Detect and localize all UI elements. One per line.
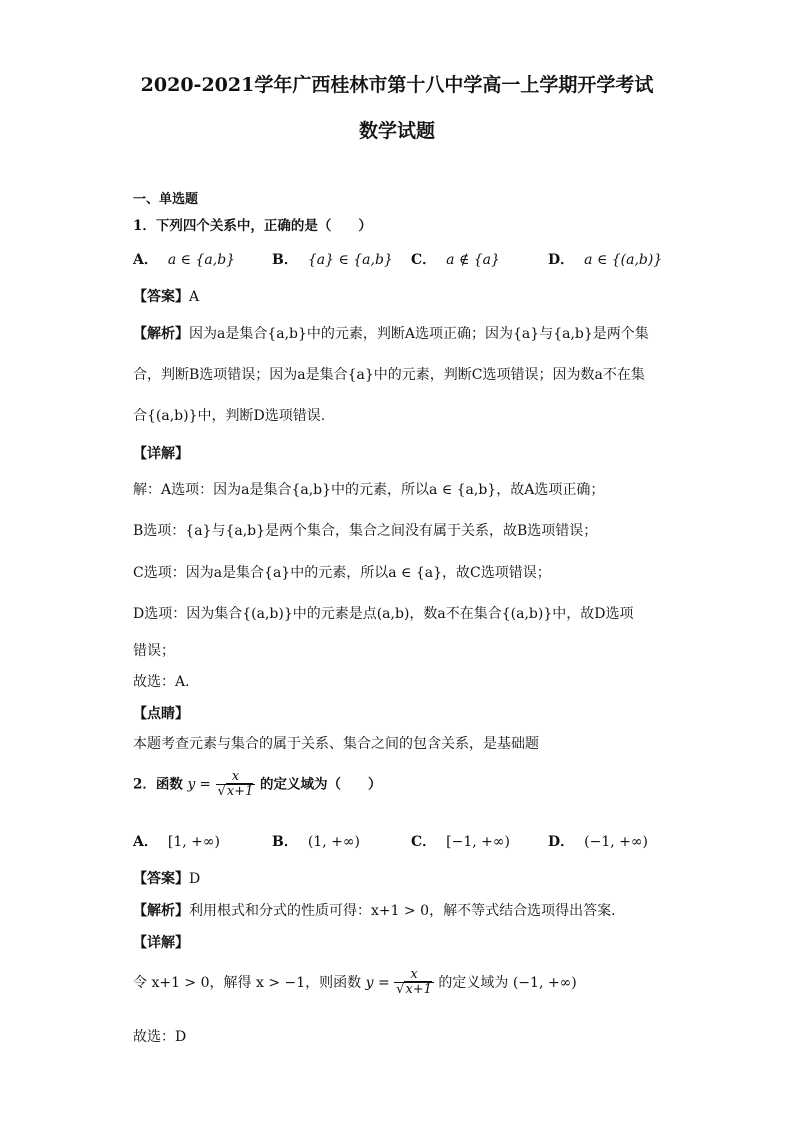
q1-detail-line-3: C选项：因为a是集合{a}中的元素，所以a ∈ {a}，故C选项错误； — [133, 565, 551, 581]
q1-detail-line-4: D选项：因为集合{(a,b)}中的元素是点(a,b)，数a不在集合{(a,b)}中，故D选项 — [133, 606, 634, 622]
q1-detail-line-5: 错误； — [133, 643, 175, 659]
question-2-stem — [133, 770, 382, 800]
option-label: D． — [548, 834, 575, 850]
answer-tag: 【答案】 — [133, 871, 189, 887]
function-lhs: y = — [187, 776, 211, 793]
stem-prefix: 2．函数 — [133, 776, 183, 793]
q1-comment-tag: 【点睛】 — [133, 706, 189, 722]
fraction-denominator: √x+1 — [217, 784, 254, 800]
q1-detail-line-1: 解：A选项：因为a是集合{a,b}中的元素，所以a ∈ {a,b}，故A选项正确； — [133, 482, 605, 498]
stem-suffix: 的定义域为（ ） — [260, 776, 382, 793]
option-label: A． — [133, 834, 158, 850]
option-expr: (1, +∞) — [307, 834, 360, 850]
q2-option-c — [411, 831, 510, 851]
section-heading: 一、单选题 — [133, 192, 199, 207]
q1-analysis-line-3: 合{(a,b)}中，判断D选项错误. — [133, 408, 326, 424]
q1-detail-line-2: B选项：{a}与{a,b}是两个集合，集合之间没有属于关系，故B选项错误； — [133, 523, 598, 539]
q1-answer — [133, 286, 199, 306]
option-expr: [1, +∞) — [167, 834, 220, 850]
q1-option-c — [411, 249, 500, 269]
answer-value: A — [189, 289, 200, 305]
q2-analysis: 【解析】利用根式和分式的性质可得：x+1 > 0，解不等式结合选项得出答案. — [133, 903, 616, 919]
fraction-numerator: x — [410, 967, 418, 982]
answer-value: D — [189, 871, 201, 887]
option-expr: a ∉ {a} — [446, 252, 500, 268]
fraction-numerator: x — [231, 769, 240, 784]
option-expr: a ∈ {(a,b)} — [584, 252, 663, 268]
option-expr: a ∈ {a,b} — [167, 252, 236, 268]
option-label: A． — [133, 252, 158, 268]
question-1-stem: 1．下列四个关系中，正确的是（ ） — [133, 218, 372, 234]
option-expr: {a} ∈ {a,b} — [307, 252, 393, 268]
function-fraction — [394, 968, 434, 998]
option-expr: (−1, +∞) — [584, 834, 648, 850]
option-expr: [−1, +∞) — [446, 834, 511, 850]
q2-option-b — [272, 831, 360, 851]
document-subtitle: 数学试题 — [358, 120, 435, 142]
q2-answer — [133, 868, 200, 888]
q2-option-a — [133, 831, 220, 851]
function-fraction — [216, 770, 256, 800]
q1-option-a — [133, 249, 235, 269]
q2-detail-line: 令 x+1 > 0，解得 x > −1，则函数 y = $\frac{x}{√x+1}$ 的定义域为 (−1, +∞) — [133, 967, 577, 998]
q2-detail-tag: 【详解】 — [133, 935, 189, 951]
option-label: B． — [272, 834, 298, 850]
q1-detail-tag: 【详解】 — [133, 446, 189, 462]
q2-option-d — [548, 831, 648, 851]
q1-option-b — [272, 249, 393, 269]
q2-choose: 故选：D — [133, 1029, 187, 1045]
option-label: D． — [548, 252, 575, 268]
q1-analysis-line-2: 合，判断B选项错误；因为a是集合{a}中的元素，判断C选项错误；因为数a不在集 — [133, 367, 645, 383]
q1-comment: 本题考查元素与集合的属于关系、集合之间的包含关系，是基础题 — [133, 736, 539, 752]
q1-option-d — [548, 249, 662, 269]
option-label: C． — [411, 252, 437, 268]
function-lhs: y = — [365, 974, 390, 991]
q1-analysis-line-1: 【解析】因为a是集合{a,b}中的元素，判断A选项正确；因为{a}与{a,b}是两个集 — [133, 326, 649, 342]
analysis-tag: 【解析】 — [133, 326, 189, 342]
document-title: 2020-2021学年广西桂林市第十八中学高一上学期开学考试 — [140, 74, 654, 96]
option-label: B． — [272, 252, 298, 268]
analysis-tag: 【解析】 — [133, 903, 189, 919]
option-label: C． — [411, 834, 437, 850]
fraction-denominator: √x+1 — [396, 982, 432, 998]
answer-tag: 【答案】 — [133, 289, 189, 305]
q1-choose: 故选：A. — [133, 674, 190, 690]
